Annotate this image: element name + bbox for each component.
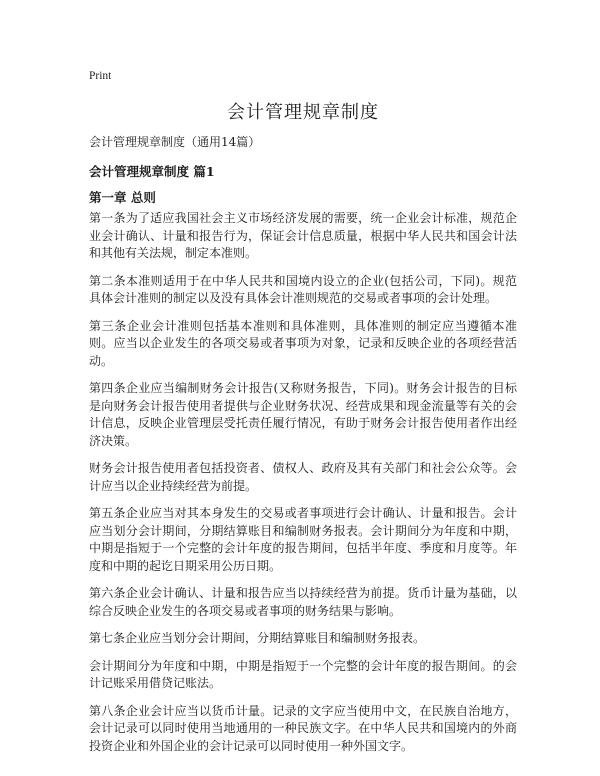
print-link[interactable]: Print: [89, 70, 112, 82]
paragraph: 会计期间分为年度和中期，中期是指短于一个完整的会计年度的报告期间。的会计记账采用借贷记账法。: [89, 658, 517, 690]
paragraph: 第四条企业应当编制财务会计报告(又称财务报告，下同)。财务会计报告的目标是向财务会计报告使用者提供与企业财务状况、经营成果和现金流量等有关的会计信息，反映企业管理层受托责任履行情况，有助于财务会计报告使用者作出经济决策。: [89, 381, 517, 448]
document-subtitle: 会计管理规章制度（通用14篇）: [89, 135, 261, 149]
paragraph: 第七条企业应当划分会计期间，分期结算账目和编制财务报表。: [89, 631, 426, 645]
paragraph: 第三条企业会计准则包括基本准则和具体准则，具体准则的制定应当遵循本准则。应当以企业发生的各项交易或者事项为对象，记录和反映企业的各项经营活动。: [89, 318, 517, 368]
document-title: 会计管理规章制度: [227, 102, 379, 123]
section-title: 会计管理规章制度 篇1: [89, 164, 215, 179]
paragraph: 第五条企业应当对其本身发生的交易或者事项进行会计确认、计量和报告。会计应当划分会计期间，分期结算账目和编制财务报表。会计期间分为年度和中期，中期是指短于一个完整的会计年度的报告期间，包括半年度、季度和月度等。年度和中期的起讫日期采用公历日期。: [89, 506, 517, 573]
paragraph: 第六条企业会计确认、计量和报告应当以持续经营为前提。货币计量为基础，以综合反映企业发生的各项交易或者事项的财务结果与影响。: [89, 586, 517, 618]
paragraph: 第一条为了适应我国社会主义市场经济发展的需要，统一企业会计标准，规范企业会计确认、计量和报告行为，保证会计信息质量，根据中华人民共和国会计法和其他有关法规，制定本准则。: [89, 211, 517, 260]
document-body: [89, 210, 517, 765]
paragraph: 财务会计报告使用者包括投资者、债权人、政府及其有关部门和社会公众等。会计应当以企业持续经营为前提。: [89, 461, 517, 493]
chapter-title: 第一章 总则: [89, 190, 156, 205]
paragraph: 第八条企业会计应当以货币计量。记录的文字应当使用中文，在民族自治地方，会计记录可以同时使用当地通用的一种民族文字。在中华人民共和国境内的外商投资企业和外国企业的会计记录可以同时使用一种外国文字。: [89, 703, 517, 753]
paragraph: 第二条本准则适用于在中华人民共和国境内设立的企业(包括公司，下同)。规范具体会计准则的制定以及没有具体会计准则规范的交易或者事项的会计处理。: [89, 273, 517, 305]
